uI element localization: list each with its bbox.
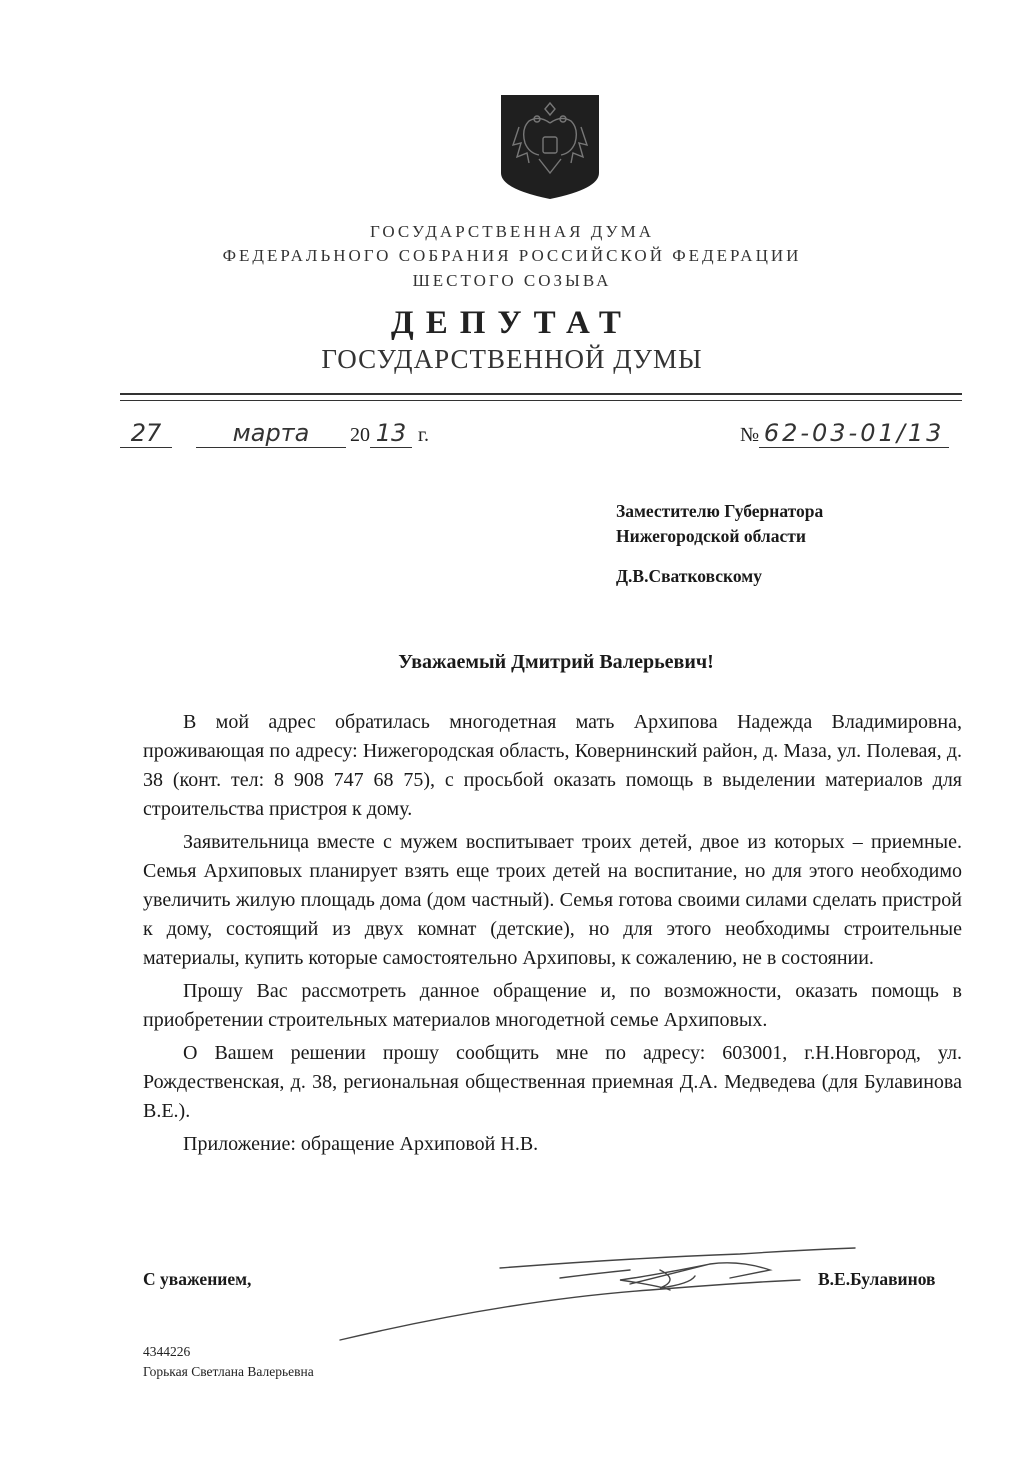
date-day: 27 <box>120 419 172 448</box>
addressee-name: Д.В.Сватковскому <box>616 566 762 586</box>
date-month: марта <box>196 419 346 448</box>
coat-of-arms-emblem <box>499 93 601 201</box>
number-label: № <box>740 424 760 446</box>
executor-phone: 4344226 <box>143 1344 191 1359</box>
number-value: 62-03-01/13 <box>759 419 949 448</box>
body-paragraph: Заявительница вместе с мужем воспитывает троих детей, двое из которых – приемные. Семья Архиповых планирует взять еще троих детей на воспитание, но для этого необходимо увеличить жилую площадь дома (дом частный). Семья готова своими силами сделать пристрой к дому, состоящий из двух комнат (детские), но для этого необходимы строительные материалы, купить которые самостоятельно Архиповы, к сожалению, не в состоянии. <box>143 831 962 969</box>
header-line-convocation: ШЕСТОГО СОЗЫВА <box>412 271 612 290</box>
signatory-name: В.Е.Булавинов <box>818 1269 936 1289</box>
body-paragraph: Приложение: обращение Архиповой Н.В. <box>183 1133 539 1155</box>
header-line-assembly: ФЕДЕРАЛЬНОГО СОБРАНИЯ РОССИЙСКОЙ ФЕДЕРАЦИИ <box>222 246 802 265</box>
header-title: ДЕПУТАТ <box>391 305 633 341</box>
russian-coat-of-arms-icon <box>499 93 601 201</box>
header-divider-thin <box>120 400 962 401</box>
date-year-suffix: 13 <box>370 419 412 448</box>
date-year-prefix: 20 <box>350 424 370 446</box>
date-year-unit: г. <box>418 424 429 446</box>
letter-number <box>740 419 949 448</box>
letter-body <box>143 708 962 1159</box>
header-divider-thick <box>120 393 962 395</box>
executor-name: Горькая Светлана Валерьевна <box>143 1364 314 1379</box>
letter-date <box>120 419 429 448</box>
body-paragraph: В мой адрес обратилась многодетная мать Архипова Надежда Владимировна, проживающая по адресу: Нижегородская область, Ковернинский район, д. Маза, ул. Полевая, д. 38 (конт. тел: 8 908 747 68 75), с просьбой оказать помощь в выделении материалов для строительства пристроя к дому. <box>143 711 962 820</box>
salutation: Уважаемый Дмитрий Валерьевич! <box>398 651 714 673</box>
addressee-region: Нижегородской области <box>616 526 806 546</box>
body-paragraph: Прошу Вас рассмотреть данное обращение и, по возможности, оказать помощь в приобретении строительных материалов многодетной семье Архиповых. <box>143 980 962 1031</box>
header-line-duma: ГОСУДАРСТВЕННАЯ ДУМА <box>370 222 654 241</box>
addressee-position: Заместителю Губернатора <box>616 501 824 521</box>
signature-closing: С уважением, <box>143 1269 252 1289</box>
handwritten-signature <box>330 1240 870 1350</box>
body-paragraph: О Вашем решении прошу сообщить мне по адресу: 603001, г.Н.Новгород, ул. Рождественская, д. 38, региональная общественная приемная Д.А. Медведева (для Булавинова В.Е.). <box>143 1042 962 1122</box>
header-subtitle: ГОСУДАРСТВЕННОЙ ДУМЫ <box>321 344 703 374</box>
